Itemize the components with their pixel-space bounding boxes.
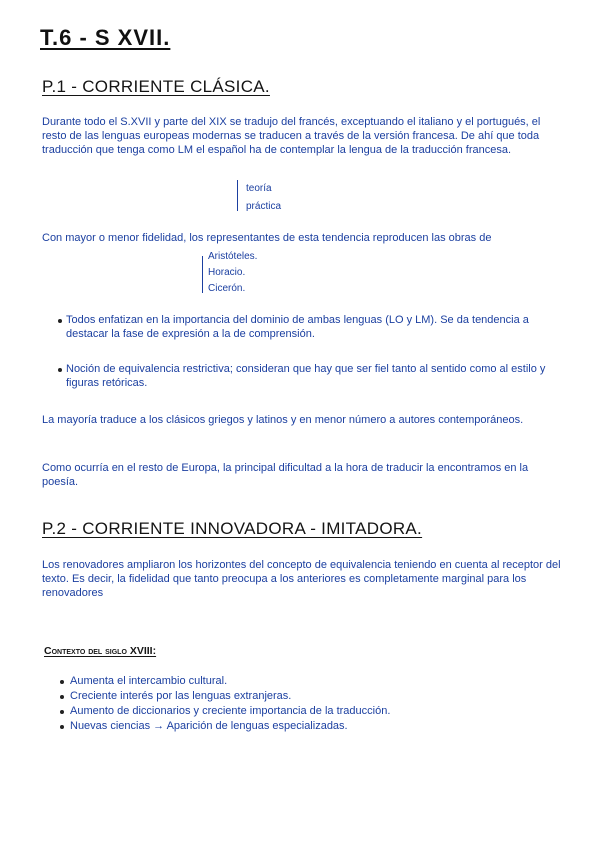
- paragraph-fidelidad: Con mayor o menor fidelidad, los representantes de esta tendencia reproducen las obras de: [42, 232, 492, 244]
- page-title: T.6 - S XVII.: [40, 25, 171, 50]
- bullet-item: Todos enfatizan en la importancia del dominio de ambas lenguas (LO y LM). Se da tendencia a destacar la fase de expresión a la de comprensión.: [66, 314, 529, 340]
- paragraph-intro: Durante todo el S.XVII y parte del XIX se tradujo del francés, exceptuando el italiano y el portugués, el resto de las lenguas europeas modernas se traducen a través de la versión francesa. De ahí que toda traducción que tenga como LM el español ha de contemplar la lengua de la traducción francesa.: [42, 116, 541, 156]
- bullet-dot: [58, 319, 62, 323]
- branch-bracket: [202, 256, 206, 293]
- branch-item: Aristóteles.: [208, 251, 258, 262]
- context-list: [60, 674, 390, 734]
- list-item: Creciente interés por las lenguas extranjeras.: [60, 689, 390, 704]
- bullet-dot: [58, 368, 62, 372]
- paragraph-renovadores: Los renovadores ampliaron los horizontes del concepto de equivalencia teniendo en cuenta al receptor del texto. Es decir, la fidelidad que tanto preocupa a los anteriores es completamente marginal para los renovadores: [42, 559, 561, 599]
- section-heading-innovadora: P.2 - CORRIENTE INNOVADORA - IMITADORA.: [42, 519, 423, 538]
- paragraph-poesia: Como ocurría en el resto de Europa, la principal dificultad a la hora de traducir la encontramos en la poesía.: [42, 462, 529, 488]
- list-item: Aumento de diccionarios y creciente importancia de la traducción.: [60, 704, 390, 719]
- paragraph-clasicos: La mayoría traduce a los clásicos griegos y latinos y en menor número a autores contemporáneos.: [42, 414, 524, 426]
- bullet-dot: [60, 725, 64, 729]
- section-heading-clasica: P.1 - CORRIENTE CLÁSICA.: [42, 77, 270, 96]
- branch-item: práctica: [246, 201, 282, 212]
- branch-item: Horacio.: [208, 267, 246, 278]
- context-heading: Contexto del siglo XVIII:: [44, 645, 157, 657]
- list-item: Aumenta el intercambio cultural.: [60, 674, 390, 689]
- branch-item: Cicerón.: [208, 283, 246, 294]
- branch-item: teoría: [246, 183, 272, 194]
- bullet-dot: [60, 695, 64, 699]
- bullet-dot: [60, 680, 64, 684]
- bullet-dot: [60, 710, 64, 714]
- bullet-item: Noción de equivalencia restrictiva; consideran que hay que ser fiel tanto al sentido como al estilo y figuras retóricas.: [66, 363, 546, 389]
- branch-bracket: [237, 180, 241, 211]
- list-item: Nuevas ciencias → Aparición de lenguas especializadas.: [60, 719, 390, 734]
